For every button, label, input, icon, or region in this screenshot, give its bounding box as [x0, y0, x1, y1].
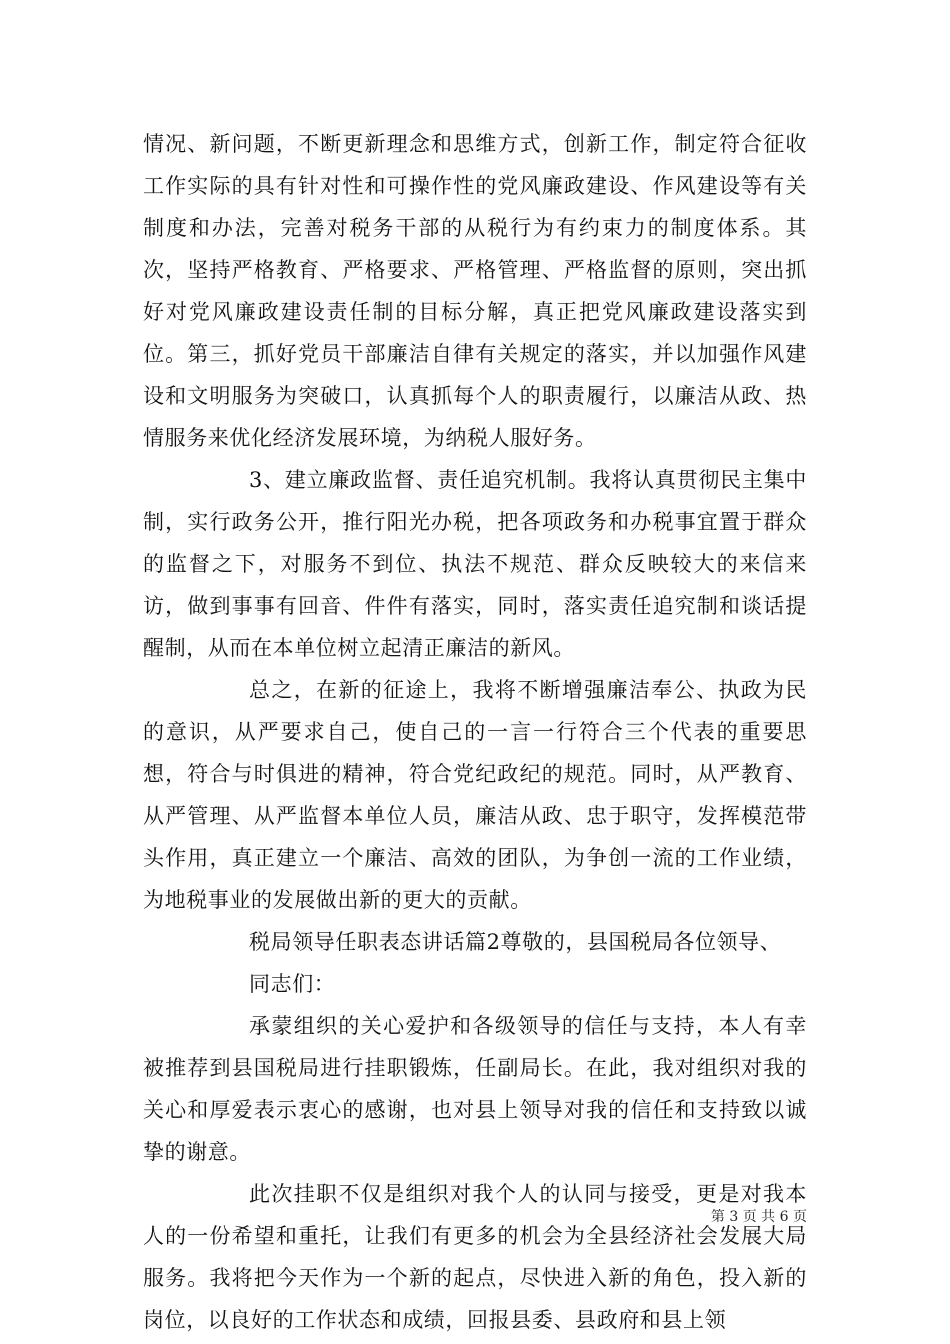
paragraph-supervision-mechanism: 3、建立廉政监督、责任追究机制。我将认真贯彻民主集中制，实行政务公开，推行阳光办税，把各项政务和办税事宜置于群众的监督之下，对服务不到位、执法不规范、群众反映较大的来信来访，做到事事有回音、件件有落实，同时，落实责任追究制和谈话提醒制，从而在本单位树立起清正廉洁的新风。 — [143, 468, 807, 660]
speech-title-line: 税局领导任职表态讲话篇2尊敬的，县国税局各位领导、 — [249, 930, 782, 954]
paragraph-commitment: 此次挂职不仅是组织对我个人的认同与接受，更是对我本人的一份希望和重托，让我们有更多的机会为全县经济社会发展大局服务。我将把今天作为一个新的起点，尽快进入新的角色，投入新的岗位，以良好的工作状态和成绩，回报县委、县政府和县上领 — [143, 1182, 807, 1332]
paragraph-continuation: 情况、新问题，不断更新理念和思维方式，创新工作，制定符合征收工作实际的具有针对性和可操作性的党风廉政建设、作风建设等有关制度和办法，完善对税务干部的从税行为有约束力的制度体系。其次，坚持严格教育、严格要求、严格管理、严格监督的原则，突出抓好对党风廉政建设责任制的目标分解，真正把党风廉政建设落实到位。第三，抓好党员干部廉洁自律有关规定的落实，并以加强作风建设和文明服务为突破口，认真抓每个人的职责履行，以廉洁从政、热情服务来优化经济发展环境，为纳税人服好务。 — [143, 132, 807, 450]
paragraph-gratitude: 承蒙组织的关心爱护和各级领导的信任与支持，本人有幸被推荐到县国税局进行挂职锻炼，任副局长。在此，我对组织对我的关心和厚爱表示衷心的感谢，也对县上领导对我的信任和支持致以诚挚的谢意。 — [143, 1014, 807, 1164]
page-number-footer: 第 3 页 共 6 页 — [710, 1209, 807, 1225]
salutation-line: 同志们： — [249, 972, 336, 996]
paragraph-conclusion: 总之，在新的征途上，我将不断增强廉洁奉公、执政为民的意识，从严要求自己，使自己的一言一行符合三个代表的重要思想，符合与时俱进的精神，符合党纪政纪的规范。同时，从严教育、从严管理、从严监督本单位人员，廉洁从政、忠于职守，发挥模范带头作用，真正建立一个廉洁、高效的团队，为争创一流的工作业绩，为地税事业的发展做出新的更大的贡献。 — [143, 678, 807, 912]
document-body — [143, 123, 807, 1341]
